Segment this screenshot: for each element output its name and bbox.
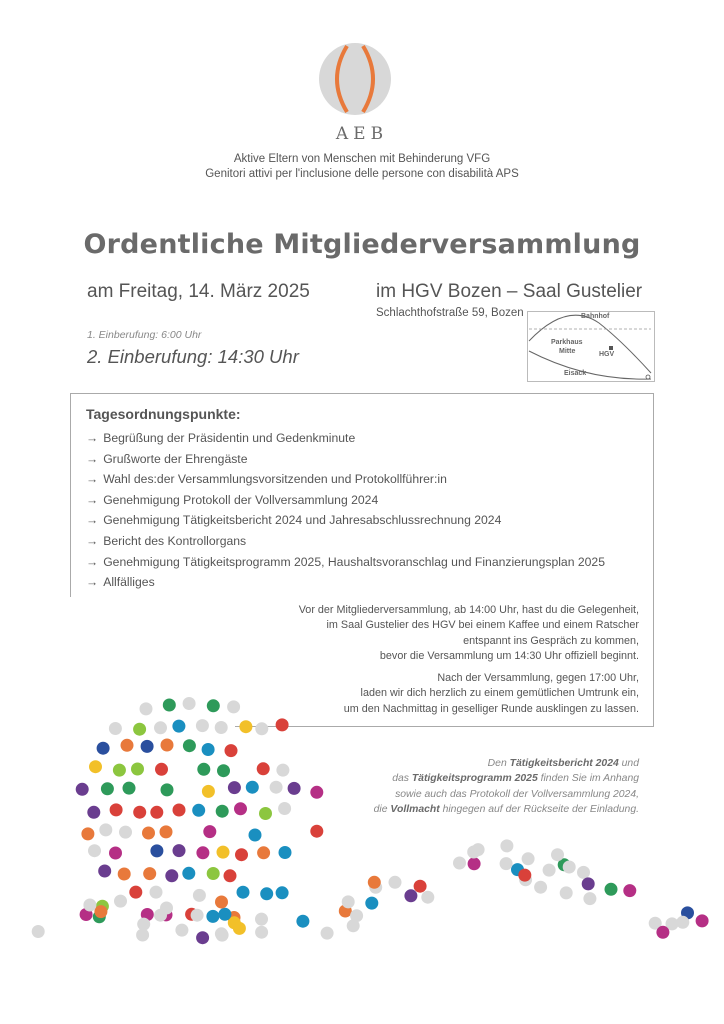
decorative-dot — [101, 782, 114, 795]
decorative-dot — [257, 846, 270, 859]
decorative-dot — [133, 723, 146, 736]
decorative-dot — [81, 827, 94, 840]
decorative-dot — [217, 764, 230, 777]
agenda-item — [86, 572, 605, 593]
note-text: sowie auch das Protokoll der Vollversammlung 2024, — [395, 788, 639, 800]
note-text: das — [392, 773, 412, 785]
decorative-dot — [89, 760, 102, 773]
decorative-dot — [197, 763, 210, 776]
date-line: am Freitag, 14. März 2025 — [87, 281, 310, 302]
decorative-dot — [88, 844, 101, 857]
map-label-bahnhof: Bahnhof — [581, 313, 610, 320]
decorative-dot — [255, 913, 268, 926]
decorative-dot — [605, 883, 618, 896]
decorative-dot — [129, 886, 142, 899]
decorative-dot — [175, 924, 188, 937]
decorative-dot — [136, 929, 149, 942]
decorative-dot — [150, 806, 163, 819]
agenda-item-text: Wahl des:der Versammlungsvorsitzenden und Protokollführer:in — [103, 472, 447, 487]
agenda-item — [86, 552, 605, 573]
decorative-dot — [270, 781, 283, 794]
decorative-dot — [121, 739, 134, 752]
agenda-item-text: Genehmigung Tätigkeitsbericht 2024 und Jahresabschlussrechnung 2024 — [103, 513, 502, 528]
note-text: die — [373, 803, 391, 815]
decorative-dot — [154, 909, 167, 922]
decorative-dot — [656, 926, 669, 939]
decorative-dot — [563, 861, 576, 874]
decorative-dot — [76, 783, 89, 796]
agenda-item-text: Begrüßung der Präsidentin und Gedenkminute — [103, 431, 356, 445]
decorative-dot — [207, 699, 220, 712]
note-text: hingegen auf der Rückseite der Einladung. — [439, 803, 639, 815]
map-label-eisack: Eisack — [564, 370, 587, 377]
info-line: Nach der Versammlung, gegen 17:00 Uhr, — [437, 672, 639, 685]
decorative-dot — [534, 881, 547, 894]
arrow-right-icon: → — [86, 533, 99, 548]
arrow-right-icon: → — [86, 513, 99, 528]
decorative-dot — [183, 739, 196, 752]
decorative-dot — [118, 868, 131, 881]
map-label-parkhaus: Parkhaus — [551, 339, 583, 346]
note-emphasis: Tätigkeitsbericht 2024 — [509, 758, 619, 769]
map-label-mitte: Mitte — [559, 348, 576, 355]
info-line: entspannt ins Gespräch zu kommen, — [463, 634, 639, 647]
decorative-dot — [342, 895, 355, 908]
decorative-dot — [99, 823, 112, 836]
decorative-dot — [97, 742, 110, 755]
agenda-title: Tagesordnungspunkte: — [86, 406, 241, 422]
decorative-dot — [150, 886, 163, 899]
decorative-dot — [87, 806, 100, 819]
decorative-dot — [623, 884, 636, 897]
decorative-dot — [196, 931, 209, 944]
decorative-dot — [173, 804, 186, 817]
decorative-dot — [582, 877, 595, 890]
venue-address: Schlachthofstraße 59, Bozen — [376, 307, 524, 319]
decorative-dot — [350, 909, 363, 922]
decorative-dot — [237, 886, 250, 899]
decorative-dot — [468, 857, 481, 870]
decorative-dot — [215, 721, 228, 734]
decorative-dot — [150, 844, 163, 857]
agenda-item-text: Grußworte der Ehrengäste — [103, 451, 248, 466]
decorative-dot — [160, 825, 173, 838]
decorative-dot — [228, 781, 241, 794]
organization-name-de: Aktive Eltern von Menschen mit Behinderung VFG — [233, 153, 491, 165]
decorative-dot — [500, 857, 513, 870]
decorative-dot — [279, 846, 292, 859]
info-paragraph-before — [299, 603, 639, 664]
agenda-item — [86, 510, 605, 531]
decorative-dot — [365, 897, 378, 910]
decorative-dot — [249, 829, 262, 842]
decorative-dot — [94, 905, 107, 918]
decorative-dot — [133, 806, 146, 819]
decorative-dot — [467, 846, 480, 859]
decorative-dot — [278, 802, 291, 815]
decorative-dot — [202, 743, 215, 756]
arrow-right-icon: → — [86, 554, 99, 569]
decorative-dot — [276, 718, 289, 731]
decorative-dot — [193, 889, 206, 902]
decorative-dot — [583, 892, 596, 905]
aeb-logo-icon — [318, 42, 392, 116]
decorative-dot — [173, 844, 186, 857]
decorative-dot — [310, 825, 323, 838]
decorative-dot — [196, 846, 209, 859]
decorative-dot — [518, 869, 531, 882]
logo-text: AEB — [335, 124, 389, 144]
decorative-dot — [203, 825, 216, 838]
decorative-dot — [551, 848, 564, 861]
decorative-dot — [404, 889, 417, 902]
venue-line: im HGV Bozen – Saal Gustelier — [376, 281, 643, 302]
decorative-dot — [142, 827, 155, 840]
decorative-dot — [310, 786, 323, 799]
decorative-dot — [421, 891, 434, 904]
note-text: Den — [487, 758, 510, 769]
decorative-dot — [255, 926, 268, 939]
decorative-dot — [246, 781, 259, 794]
decorative-dot — [165, 869, 178, 882]
agenda-item — [86, 449, 605, 470]
decorative-dot — [276, 764, 289, 777]
info-line: um den Nachmittag in geselliger Runde ausklingen zu lassen. — [343, 702, 639, 715]
decorative-dot — [522, 852, 535, 865]
decorative-dot — [183, 697, 196, 710]
agenda-item — [86, 531, 605, 552]
decorative-dot — [453, 857, 466, 870]
decorative-dot — [321, 927, 334, 940]
decorative-dot — [206, 910, 219, 923]
agenda-item — [86, 490, 605, 511]
decorative-dot — [172, 720, 185, 733]
decorative-dot — [676, 916, 689, 929]
decorative-dot — [182, 867, 195, 880]
decorative-dot — [131, 763, 144, 776]
decorative-dot — [161, 783, 174, 796]
info-line: laden wir dich herzlich zu einem gemütlichen Umtrunk ein, — [360, 687, 639, 700]
decorative-dot — [113, 764, 126, 777]
decorative-dot — [257, 762, 270, 775]
decorative-dot — [389, 876, 402, 889]
note-emphasis: Tätigkeitsprogramm 2025 — [411, 773, 538, 785]
info-line: im Saal Gustelier des HGV bei einem Kaffee und einem Ratscher — [326, 619, 639, 632]
info-line: Vor der Mitgliederversammlung, ab 14:00 Uhr, hast du die Gelegenheit, — [298, 604, 639, 616]
decorative-dot — [500, 839, 513, 852]
arrow-right-icon: → — [86, 451, 99, 466]
decorative-dot — [234, 802, 247, 815]
location-map — [527, 311, 655, 382]
decorative-dot — [83, 899, 96, 912]
decorative-dot — [141, 740, 154, 753]
decorative-dot — [161, 739, 174, 752]
agenda-item-text: Bericht des Kontrollorgans — [103, 533, 247, 548]
decorative-dot — [259, 807, 272, 820]
arrow-right-icon: → — [86, 575, 99, 590]
map-label-hgv: HGV — [599, 351, 615, 358]
second-call: 2. Einberufung: 14:30 Uhr — [87, 346, 299, 367]
agenda-item-text: Genehmigung Protokoll der Vollversammlung 2024 — [103, 492, 379, 507]
decorative-dot — [255, 722, 268, 735]
agenda-item — [86, 469, 605, 490]
arrow-right-icon: → — [86, 472, 99, 487]
decorative-dot — [696, 914, 709, 927]
decorative-dot — [215, 896, 228, 909]
decorative-dot — [154, 721, 167, 734]
decorative-dot — [227, 700, 240, 713]
decorative-dot — [143, 867, 156, 880]
decorative-dot — [368, 876, 381, 889]
note-text: finden Sie im Anhang — [537, 773, 639, 785]
decorative-dot — [140, 702, 153, 715]
decorative-dot — [225, 744, 238, 757]
note-emphasis: Vollmacht — [390, 803, 440, 815]
decorative-dot — [218, 908, 231, 921]
decorative-dot — [543, 864, 556, 877]
decorative-dot — [560, 886, 573, 899]
decorative-dot — [109, 847, 122, 860]
decorative-dot — [239, 720, 252, 733]
decorative-dot — [296, 915, 309, 928]
decorative-dot — [217, 846, 230, 859]
decorative-dots — [0, 670, 724, 970]
decorative-dot — [288, 782, 301, 795]
decorative-dot — [98, 865, 111, 878]
decorative-dot — [224, 869, 237, 882]
agenda-item-text: Allfälliges — [103, 575, 155, 590]
decorative-dot — [114, 895, 127, 908]
agenda-item — [86, 428, 605, 449]
decorative-dot — [207, 867, 220, 880]
decorative-dot — [414, 880, 427, 893]
decorative-dot — [192, 804, 205, 817]
agenda-item-text: Genehmigung Tätigkeitsprogramm 2025, Haushaltsvoranschlag und Finanzierungsplan 2025 — [103, 554, 605, 569]
arrow-right-icon: → — [86, 492, 99, 507]
info-line: bevor die Versammlung um 14:30 Uhr offiziell beginnt. — [379, 649, 639, 662]
decorative-dot — [123, 782, 136, 795]
decorative-dot — [155, 763, 168, 776]
decorative-dot — [235, 848, 248, 861]
decorative-dot — [191, 909, 204, 922]
decorative-dot — [196, 719, 209, 732]
first-call: 1. Einberufung: 6:00 Uhr — [87, 329, 202, 341]
decorative-dot — [260, 887, 273, 900]
decorative-dot — [119, 826, 132, 839]
decorative-dot — [215, 927, 228, 940]
decorative-dot — [276, 886, 289, 899]
note-text: und — [618, 758, 639, 769]
agenda-list — [86, 428, 605, 593]
decorative-dot — [233, 922, 246, 935]
decorative-dot — [216, 805, 229, 818]
decorative-dot — [163, 699, 176, 712]
organization-name-it: Genitori attivi per l'inclusione delle persone con disabilità APS — [205, 168, 519, 180]
decorative-dot — [202, 785, 215, 798]
arrow-right-icon: → — [86, 431, 99, 445]
page-title: Ordentliche Mitgliederversammlung — [83, 229, 641, 260]
decorative-dot — [110, 803, 123, 816]
decorative-dot — [32, 925, 45, 938]
decorative-dot — [577, 866, 590, 879]
decorative-dot — [109, 722, 122, 735]
